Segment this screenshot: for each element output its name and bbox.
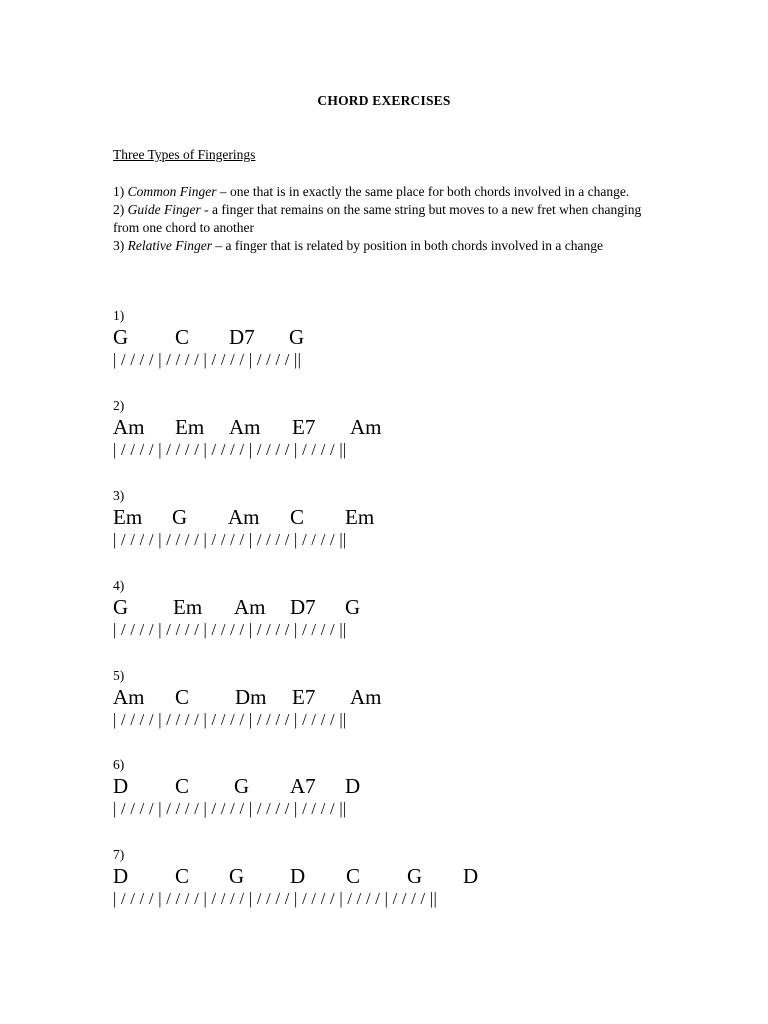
chord-name: G — [234, 774, 250, 798]
exercise-number: 1) — [113, 308, 125, 323]
section-subtitle: Three Types of Fingerings — [113, 147, 256, 162]
chord-row — [113, 773, 673, 799]
chord-name: G — [289, 325, 305, 349]
chord-row — [113, 504, 673, 530]
chord-row — [113, 324, 673, 350]
chord-name: G — [113, 325, 129, 349]
definition-text: – one that is in exactly the same place for both chords involved in a change. — [216, 184, 630, 199]
exercise-number: 5) — [113, 668, 125, 683]
chord-name: C — [346, 864, 361, 888]
definition-text: – a finger that is related by position in both chords involved in a change — [211, 238, 604, 253]
chord-row — [113, 414, 673, 440]
chord-name: D7 — [229, 325, 255, 349]
chord-name: D — [345, 774, 361, 798]
definition-term: Guide Finger — [127, 202, 201, 217]
chord-name: C — [175, 774, 190, 798]
exercise-number: 7) — [113, 847, 125, 862]
strum-bars: | / / / / | / / / / | / / / / | / / / / || — [113, 350, 302, 369]
exercise-5 — [113, 668, 673, 730]
chord-name: D7 — [290, 595, 316, 619]
chord-name: G — [345, 595, 361, 619]
chord-name: G — [407, 864, 423, 888]
exercise-2 — [113, 398, 673, 460]
strum-bars: | / / / / | / / / / | / / / / | / / / / | / / / / | / / / / | / / / / || — [113, 889, 438, 908]
exercise-4 — [113, 578, 673, 640]
strum-bars: | / / / / | / / / / | / / / / | / / / / | / / / / || — [113, 620, 347, 639]
chord-name: Dm — [235, 685, 267, 709]
definitions-list — [113, 183, 653, 255]
strum-bars: | / / / / | / / / / | / / / / | / / / / | / / / / || — [113, 530, 347, 549]
page-title: CHORD EXERCISES — [317, 93, 451, 108]
exercise-number: 3) — [113, 488, 125, 503]
chord-name: Am — [350, 415, 382, 439]
chord-name: E7 — [292, 685, 316, 709]
chord-name: Em — [173, 595, 203, 619]
chord-name: G — [172, 505, 188, 529]
chord-name: Am — [350, 685, 382, 709]
chord-name: Em — [345, 505, 375, 529]
strum-bars: | / / / / | / / / / | / / / / | / / / / | / / / / || — [113, 710, 347, 729]
chord-name: D — [113, 864, 129, 888]
chord-name: C — [175, 685, 190, 709]
definition-term: Relative Finger — [127, 238, 212, 253]
chord-name: Am — [228, 505, 260, 529]
strum-bars: | / / / / | / / / / | / / / / | / / / / | / / / / || — [113, 440, 347, 459]
exercise-number: 6) — [113, 757, 125, 772]
chord-name: C — [290, 505, 305, 529]
chord-name: D — [113, 774, 129, 798]
chord-name: Am — [234, 595, 266, 619]
chord-row — [113, 863, 673, 889]
definition-item — [113, 201, 653, 237]
definition-item — [113, 237, 653, 255]
chord-name: Em — [113, 505, 143, 529]
chord-name: D — [463, 864, 479, 888]
chord-name: Am — [229, 415, 261, 439]
exercise-7 — [113, 847, 673, 909]
exercise-1 — [113, 308, 673, 370]
chord-name: C — [175, 325, 190, 349]
definition-number: 3) — [113, 238, 125, 253]
chord-row — [113, 684, 673, 710]
chord-name: Em — [175, 415, 205, 439]
definition-item — [113, 183, 653, 201]
exercise-number: 2) — [113, 398, 125, 413]
exercise-number: 4) — [113, 578, 125, 593]
definition-term: Common Finger — [127, 184, 217, 199]
chord-name: A7 — [290, 774, 316, 798]
exercise-3 — [113, 488, 673, 550]
strum-bars: | / / / / | / / / / | / / / / | / / / / | / / / / || — [113, 799, 347, 818]
chord-name: E7 — [292, 415, 316, 439]
chord-name: C — [175, 864, 190, 888]
chord-name: G — [113, 595, 129, 619]
definition-text: - a finger that remains on the same string but moves to a new fret when changing from one chord to another — [113, 202, 642, 235]
chord-name: G — [229, 864, 245, 888]
chord-name: Am — [113, 415, 145, 439]
chord-name: Am — [113, 685, 145, 709]
chord-row — [113, 594, 673, 620]
definition-number: 2) — [113, 202, 125, 217]
exercise-6 — [113, 757, 673, 819]
definition-number: 1) — [113, 184, 125, 199]
chord-name: D — [290, 864, 306, 888]
